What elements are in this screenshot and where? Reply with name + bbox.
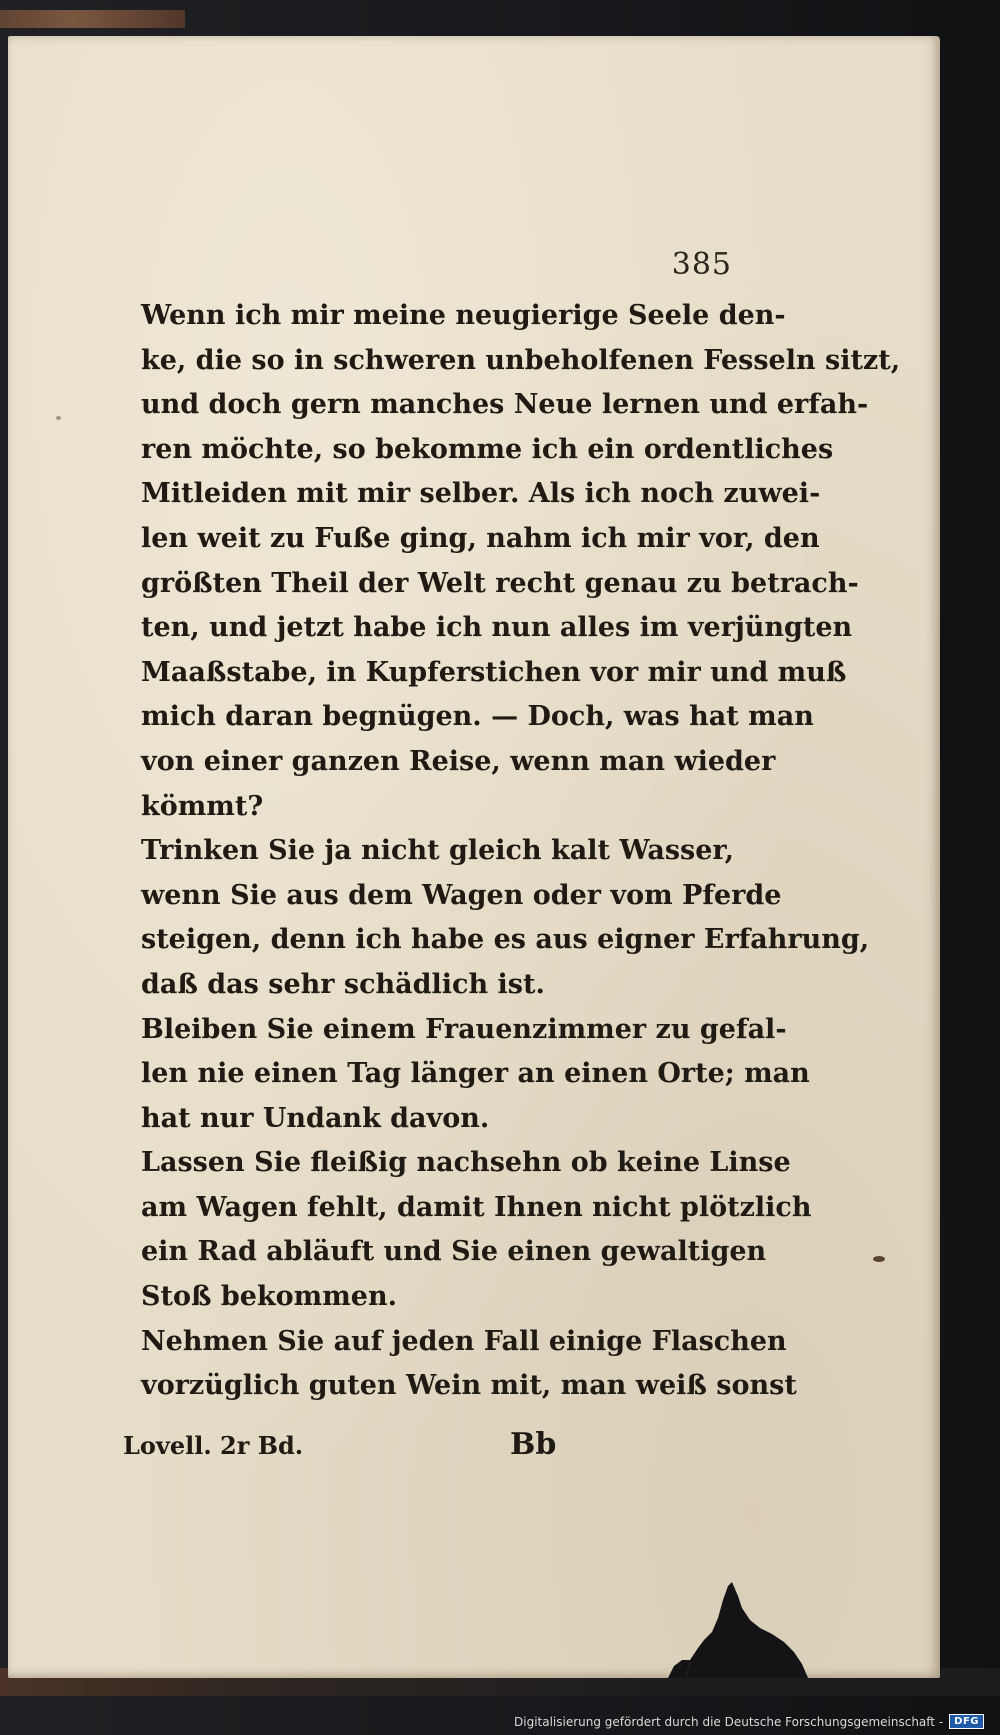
text-line: ren möchte, so bekomme ich ein ordentliches xyxy=(141,433,834,465)
text-line: mich daran begnügen. — Doch, was hat man xyxy=(141,701,814,733)
text-line: daß das sehr schädlich ist. xyxy=(141,968,545,1000)
text-line: kömmt? xyxy=(141,790,264,822)
text-line: steigen, denn ich habe es aus eigner Erfahrung, xyxy=(141,924,870,956)
text-line: wenn Sie aus dem Wagen oder vom Pferde xyxy=(141,879,782,911)
paragraph-3 xyxy=(105,1008,810,1142)
text-line: am Wagen fehlt, damit Ihnen nicht plötzlich xyxy=(141,1191,812,1223)
text-line: ein Rad abläuft und Sie einen gewaltigen xyxy=(141,1236,767,1268)
text-line: Bleiben Sie einem Frauenzimmer zu gefal- xyxy=(141,1013,787,1045)
dfg-logo: DFG xyxy=(949,1714,984,1729)
text-line: von einer ganzen Reise, wenn man wieder xyxy=(141,745,776,777)
text-line: Wenn ich mir meine neugierige Seele den- xyxy=(141,300,786,331)
credit-text: Digitalisierung gefördert durch die Deutsche Forschungsgemeinschaft - xyxy=(514,1714,944,1729)
text-line: ke, die so in schweren unbeholfenen Fesseln sitzt, xyxy=(141,344,901,376)
text-line: len weit zu Fuße ging, nahm ich mir vor, den xyxy=(141,522,820,554)
paragraph-4 xyxy=(105,1141,812,1319)
text-line: vorzüglich guten Wein mit, man weiß sonst xyxy=(141,1370,797,1402)
paper-blemish xyxy=(873,1256,885,1262)
paragraph-1 xyxy=(105,294,901,829)
text-line: Trinken Sie ja nicht gleich kalt Wasser, xyxy=(141,835,735,867)
torn-paper-damage xyxy=(668,1548,816,1678)
binding-edge-top xyxy=(0,10,185,28)
text-line: Lassen Sie fleißig nachsehn ob keine Linse xyxy=(141,1147,791,1179)
text-line: Mitleiden mit mir selber. Als ich noch zuwei- xyxy=(141,478,821,510)
page-body-text xyxy=(105,294,901,1409)
text-line: hat nur Undank davon. xyxy=(141,1102,490,1134)
paper-blemish xyxy=(56,416,61,420)
text-line: Nehmen Sie auf jeden Fall einige Flaschen xyxy=(141,1325,787,1357)
signature-mark: Bb xyxy=(510,1427,557,1462)
paragraph-5 xyxy=(105,1320,797,1409)
text-line: Stoß bekommen. xyxy=(141,1281,398,1313)
page-number: 385 xyxy=(671,247,732,282)
digitization-credit xyxy=(514,1714,984,1729)
text-line: len nie einen Tag länger an einen Orte; man xyxy=(141,1058,810,1090)
signature-line: Lovell. 2r Bd. xyxy=(123,1431,304,1460)
book-page xyxy=(8,36,940,1678)
text-line: größten Theil der Welt recht genau zu betrach- xyxy=(141,567,859,599)
text-line: und doch gern manches Neue lernen und erfah- xyxy=(141,389,869,421)
text-line: Maaßstabe, in Kupferstichen vor mir und muß xyxy=(141,656,847,688)
paragraph-2 xyxy=(105,829,870,1007)
text-line: ten, und jetzt habe ich nun alles im verjüngten xyxy=(141,612,853,644)
